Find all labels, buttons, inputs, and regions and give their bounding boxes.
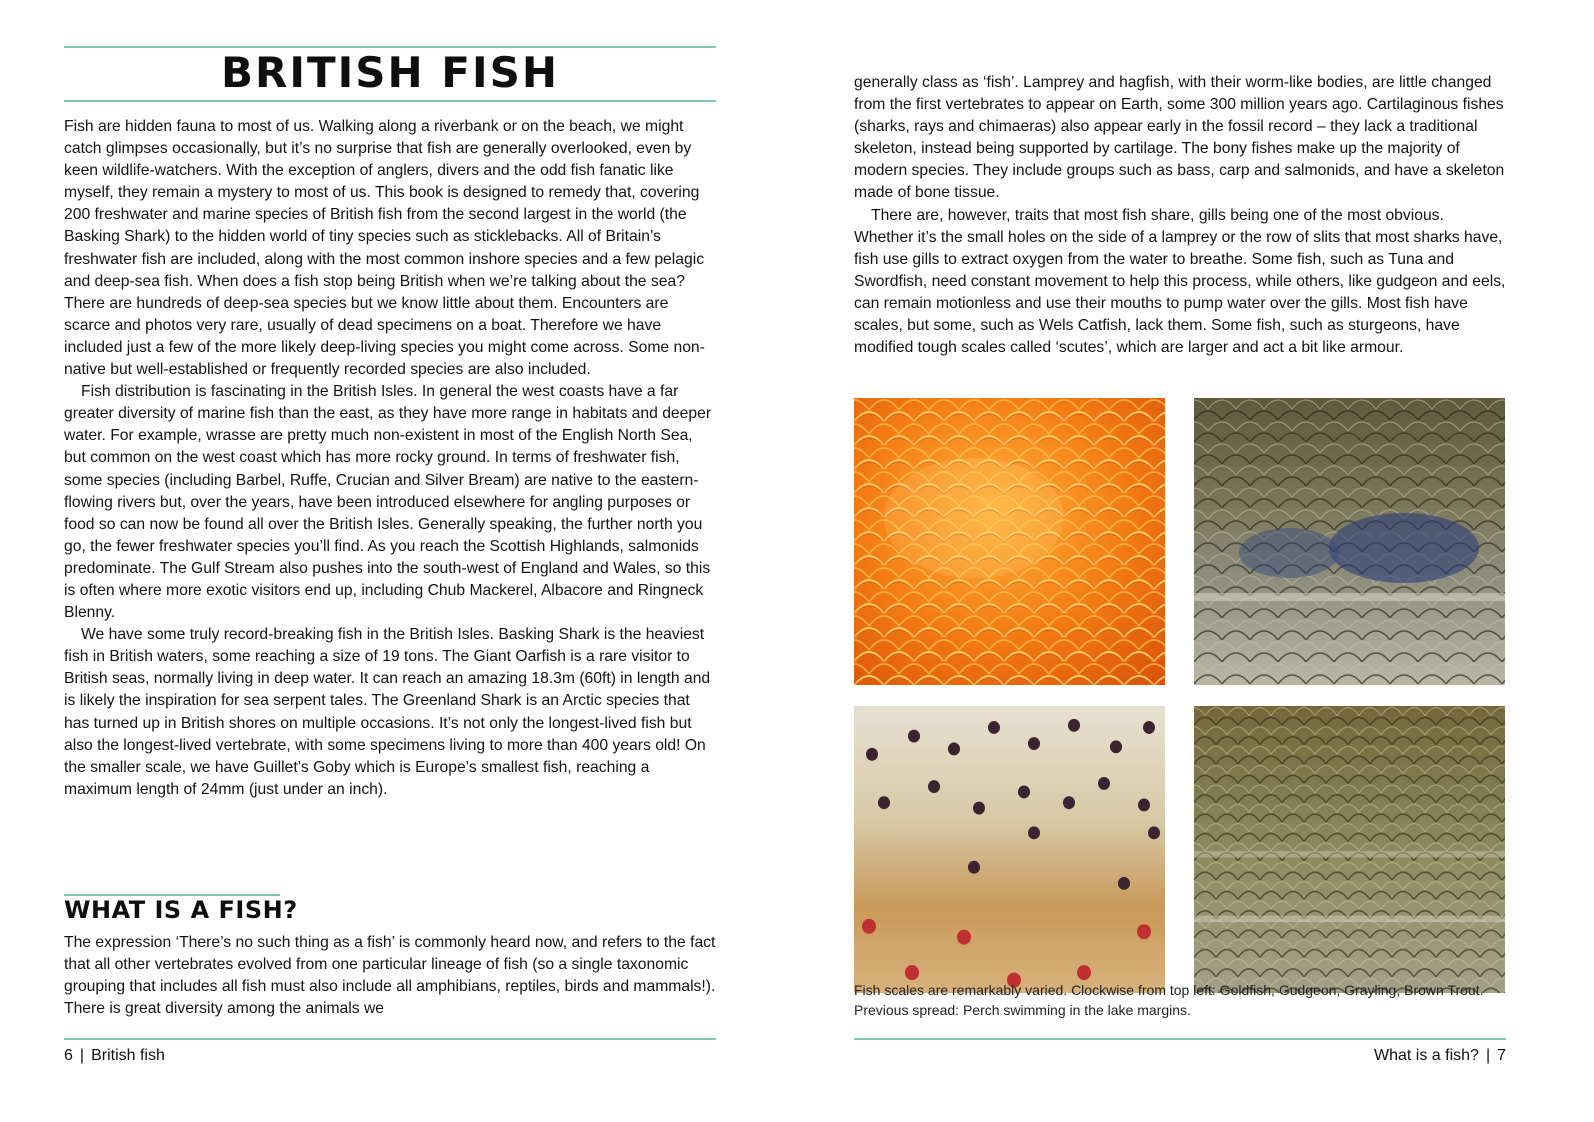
- page-number: 7: [1497, 1047, 1506, 1064]
- footer-rule: [854, 1038, 1506, 1040]
- page-title: BRITISH FISH: [221, 48, 559, 97]
- right-page: [854, 0, 1506, 1122]
- paragraph: Fish are hidden fauna to most of us. Walking along a riverbank or on the beach, we might catch glimpses occasionally, but it’s no surprise that fish are generally overlooked, even by keen wildlife-watchers. With the exception of anglers, divers and the odd fish fanatic like myself, they remain a mystery to most of us. This book is designed to remedy that, covering 200 freshwater and marine species of British fish from the second largest in the world (the Basking Shark) to the hidden world of tiny species such as sticklebacks. All of Britain’s freshwater fish are included, along with the most common inshore species and a few pelagic and deep-sea fish. When does a fish stop being British when we’re talking about the sea? There are hundreds of deep-sea species but we know little about them. Encounters are scarce and photos very rare, usually of dead specimens on a boat. Therefore we have included just a few of the more likely deep-living species you might come across. Some non-native but well-established or frequently recorded species are also included.: [64, 118, 705, 379]
- brown-trout-scales-photo: [854, 706, 1165, 993]
- footer-rule: [64, 1038, 716, 1040]
- footer-separator: |: [79, 1047, 85, 1064]
- left-page: [64, 0, 716, 1122]
- page-footer: [64, 1046, 165, 1066]
- gudgeon-scales-photo: [1194, 398, 1505, 685]
- photo-caption: Fish scales are remarkably varied. Clockwise from top left: Goldfish, Gudgeon, Grayling, Brown Trout. Previous spread: Perch swimming in the lake margins.: [854, 982, 1484, 1018]
- grayling-scales-photo: [1194, 706, 1505, 993]
- continued-text: [854, 72, 1506, 359]
- section-text: [64, 932, 716, 1020]
- paragraph: The expression ‘There’s no such thing as a fish’ is commonly heard now, and refers to the fact that all other vertebrates evolved from one particular lineage of fish (so a single taxonomic grouping that includes all fish must also include all amphibians, reptiles, birds and mammals!). There is great diversity among the animals we: [64, 934, 716, 1018]
- paragraph: generally class as ‘fish’. Lamprey and hagfish, with their worm-like bodies, are little changed from the first vertebrates to appear on Earth, some 300 million years ago. Cartilaginous fishes (sharks, rays and chimaeras) also appear early in the fossil record – they lack a traditional skeleton, instead being supported by cartilage. The bony fishes make up the majority of modern species. They include groups such as bass, carp and salmonids, and have a skeleton made of bone tissue.: [854, 74, 1505, 202]
- running-head: British fish: [91, 1047, 165, 1064]
- paragraph: There are, however, traits that most fish share, gills being one of the most obvious. Whether it’s the small holes on the side of a lamprey or the row of slits that most sharks have, fish use gills to extract oxygen from the water to breathe. Some fish, such as Tuna and Swordfish, need constant movement to help this process, while others, like gudgeon and eels, can remain motionless and use their mouths to pump water over the gills. Most fish have scales, but some, such as Wels Catfish, lack them. Some fish, such as sturgeons, have modified tough scales called ‘scutes’, which are larger and act a bit like armour.: [854, 206, 1506, 357]
- page-footer: [1374, 1046, 1506, 1066]
- page-number: 6: [64, 1047, 73, 1064]
- paragraph: We have some truly record-breaking fish in the British Isles. Basking Shark is the heaviest fish in British waters, some reaching a size of 19 tons. The Giant Oarfish is a rare visitor to British seas, normally living in deep water. It can reach an amazing 18.3m (60ft) in length and is likely the inspiration for sea serpent tales. The Greenland Shark is an Arctic species that has turned up in British shores on multiple occasions. It’s not only the longest-lived fish but also the longest-lived vertebrate, with some specimens living to more than 400 years old! On the smaller scale, we have Guillet’s Goby which is Europe’s smallest fish, reaching a maximum length of 24mm (just under an inch).: [64, 626, 711, 798]
- footer-separator: |: [1485, 1047, 1491, 1064]
- goldfish-scales-photo: [854, 398, 1165, 685]
- running-head: What is a fish?: [1374, 1047, 1479, 1064]
- paragraph: Fish distribution is fascinating in the British Isles. In general the west coasts have a far greater diversity of marine fish than the east, as they have more range in habitats and deeper water. For example, wrasse are pretty much non-existent in most of the English North Sea, but common on the west coast which has more rocky ground. In terms of freshwater fish, some species (including Barbel, Ruffe, Crucian and Silver Bream) are native to the eastern-flowing rivers but, over the years, have been introduced elsewhere for angling purposes or food so can now be found all over the British Isles. Generally speaking, the further north you go, the fewer freshwater species you’ll find. As you reach the Scottish Highlands, salmonids predominate. The Gulf Stream also pushes into the south-west of England and Wales, so this is often where more exotic visitors end up, including Chub Mackerel, Albacore and Ringneck Blenny.: [64, 383, 712, 622]
- title-bottom-rule: [64, 100, 716, 102]
- intro-text: [64, 116, 716, 801]
- section-title: WHAT IS A FISH?: [64, 896, 298, 924]
